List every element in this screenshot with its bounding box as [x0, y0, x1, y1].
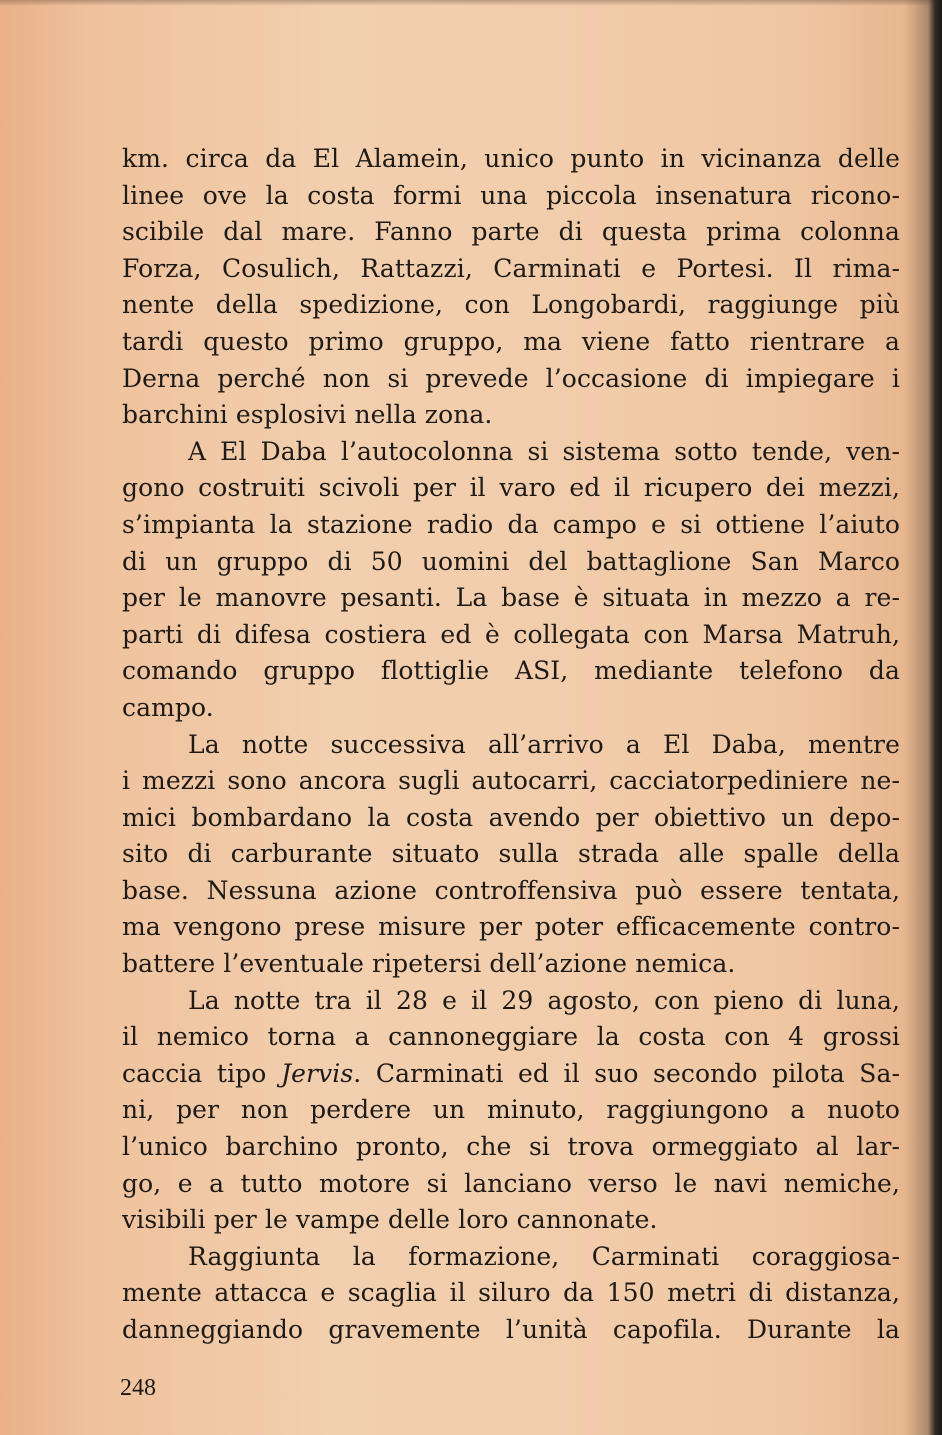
text-line: l’unico barchino pronto, che si trova ormeggiato al lar-	[122, 1132, 900, 1162]
text-line: Forza, Cosulich, Rattazzi, Carminati e Portesi. Il rima-	[122, 253, 900, 283]
text-line: campo.	[122, 692, 214, 722]
text-line: comando gruppo flottiglie ASI, mediante telefono da	[122, 656, 900, 686]
text-line: ma vengono prese misure per poter efficacemente contro-	[122, 912, 900, 942]
text-fragment: . Carminati ed il suo secondo pilota Sa-	[353, 1058, 900, 1088]
text-line: nente della spedizione, con Longobardi, raggiunge più	[122, 290, 900, 320]
paragraph-start-line: La notte tra il 28 e il 29 agosto, con pieno di luna,	[188, 985, 900, 1015]
text-fragment: caccia tipo	[122, 1058, 281, 1088]
page-number: 248	[120, 1375, 156, 1401]
text-line-with-italic	[122, 1056, 900, 1093]
text-line: km. circa da El Alamein, unico punto in vicinanza delle	[122, 144, 900, 173]
text-line: ni, per non perdere un minuto, raggiungono a nuoto	[122, 1095, 900, 1125]
text-line: parti di difesa costiera ed è collegata con Marsa Matruh,	[122, 619, 900, 649]
body-text	[122, 141, 900, 1349]
text-line: mente attacca e scaglia il siluro da 150 metri di distanza,	[122, 1278, 900, 1308]
text-line: per le manovre pesanti. La base è situata in mezzo a re-	[122, 583, 900, 613]
text-line: linee ove la costa formi una piccola insenatura ricono-	[122, 180, 900, 210]
text-line: visibili per le vampe delle loro cannonate.	[122, 1205, 658, 1235]
ship-class-italic: Jervis	[280, 1058, 354, 1088]
paragraph-start-line: La notte successiva all’arrivo a El Daba, mentre	[188, 729, 900, 759]
text-line: go, e a tutto motore si lanciano verso le navi nemiche,	[122, 1168, 900, 1198]
text-line: base. Nessuna azione controffensiva può essere tentata,	[122, 875, 900, 905]
text-line: il nemico torna a cannoneggiare la costa con 4 grossi	[122, 1022, 900, 1052]
text-line: mici bombardano la costa avendo per obiettivo un depo-	[122, 802, 900, 832]
paragraph-start-line: A El Daba l’autocolonna si sistema sotto tende, ven-	[188, 436, 900, 466]
text-line: danneggiando gravemente l’unità capofila. Durante la	[122, 1315, 900, 1344]
text-line: gono costruiti scivoli per il varo ed il ricupero dei mezzi,	[122, 473, 900, 503]
text-line: i mezzi sono ancora sugli autocarri, cacciatorpediniere ne-	[122, 766, 900, 796]
text-line: sito di carburante situato sulla strada alle spalle della	[122, 839, 900, 869]
text-line: barchini esplosivi nella zona.	[122, 400, 493, 430]
text-line: battere l’eventuale ripetersi dell’azione nemica.	[122, 949, 736, 979]
text-line: s’impianta la stazione radio da campo e si ottiene l’aiuto	[122, 509, 900, 539]
page-top-shadow	[0, 0, 942, 6]
text-line: scibile dal mare. Fanno parte di questa prima colonna	[122, 217, 900, 247]
text-line: di un gruppo di 50 uomini del battaglione San Marco	[122, 546, 900, 576]
text-line: Derna perché non si prevede l’occasione di impiegare i	[122, 363, 900, 393]
book-spine-edge	[928, 0, 942, 1435]
text-line: tardi questo primo gruppo, ma viene fatto rientrare a	[122, 326, 900, 356]
paragraph-start-line: Raggiunta la formazione, Carminati coraggiosa-	[188, 1241, 900, 1271]
